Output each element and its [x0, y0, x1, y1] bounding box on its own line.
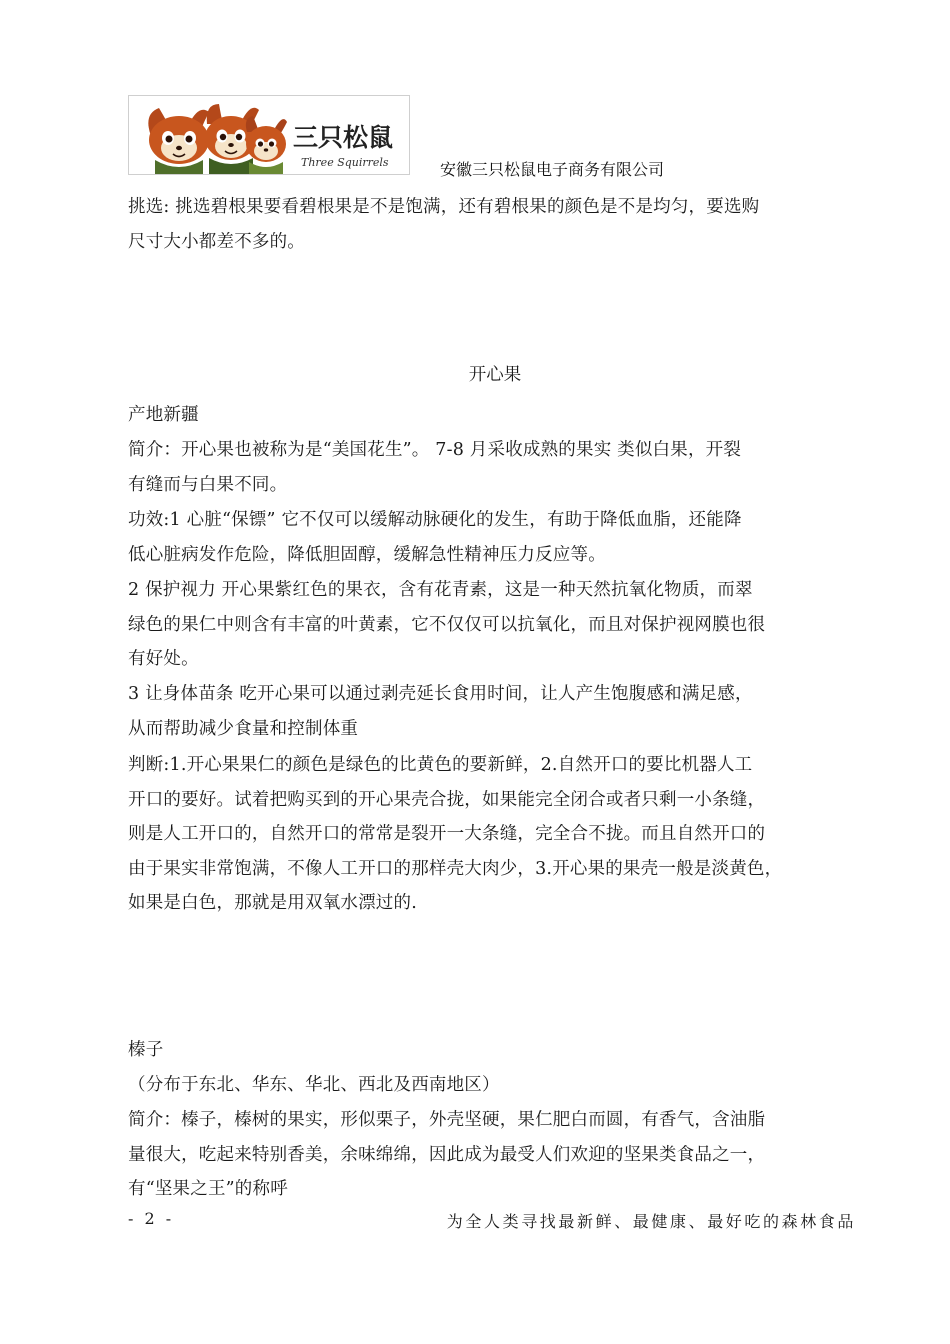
text-line: 尺寸大小都差不多的。	[128, 231, 305, 252]
text-line: 有“坚果之王”的称呼	[128, 1179, 288, 1199]
hazelnut-title	[128, 1033, 858, 1068]
text-line: 绿色的果仁中则含有丰富的叶黄素，它不仅仅可以抗氧化，而且对保护视网膜也很	[128, 614, 766, 635]
text-line: 从而帮助减少食量和控制体重	[128, 718, 359, 739]
text-line: 产地新疆	[128, 405, 199, 425]
hazelnut-intro	[128, 1103, 858, 1207]
text-line: 有好处。	[128, 649, 199, 669]
pistachio-effect-slim	[128, 677, 858, 746]
text-line: 榛子	[128, 1040, 164, 1060]
text-line: 开口的要好。试着把购买到的开心果壳合拢，如果能完全闭合或者只剩一小条缝，	[128, 789, 766, 810]
logo-text-en: Three Squirrels	[301, 156, 389, 169]
text-line: 简介：开心果也被称为是“美国花生”。 7-8 月采收成熟的果实 类似白果，开裂	[128, 440, 742, 460]
squirrel-logo-icon	[129, 96, 410, 175]
pistachio-effect-heart	[128, 503, 858, 572]
text-line: （分布于东北、华东、华北、西北及西南地区）	[128, 1075, 500, 1095]
brand-logo	[128, 95, 410, 175]
text-line: 3 让身体苗条 吃开心果可以通过剥壳延长食用时间，让人产生饱腹感和满足感，	[128, 684, 753, 704]
text-line: 由于果实非常饱满，不像人工开口的那样壳大肉少，3.开心果的果壳一般是淡黄色，	[128, 858, 783, 879]
pistachio-effect-vision	[128, 573, 858, 677]
text-line: 功效:1 心脏“保镖” 它不仅可以缓解动脉硬化的发生，有助于降低血脂，还能降	[128, 510, 742, 530]
pistachio-judgement	[128, 748, 858, 921]
text-line: 有缝而与白果不同。	[128, 474, 288, 495]
footer-slogan: 为全人类寻找最新鲜、最健康、最好吃的森林食品	[446, 1212, 856, 1231]
page-number: - 2 -	[128, 1209, 175, 1228]
pistachio-origin	[128, 398, 858, 433]
pistachio-title: 开心果	[468, 365, 522, 385]
pistachio-intro	[128, 433, 858, 502]
text-line: 低心脏病发作危险，降低胆固醇，缓解急性精神压力反应等。	[128, 544, 606, 565]
text-line: 简介：榛子，榛树的果实，形似栗子，外壳坚硬，果仁肥白而圆，有香气，含油脂	[128, 1110, 766, 1130]
text-line: 挑选: 挑选碧根果要看碧根果是不是饱满，还有碧根果的颜色是不是均匀，要选购	[128, 197, 760, 217]
hazelnut-distribution	[128, 1068, 858, 1103]
text-line: 如果是白色，那就是用双氧水漂过的.	[128, 893, 417, 913]
company-name: 安徽三只松鼠电子商务有限公司	[440, 160, 665, 179]
text-line: 量很大，吃起来特别香美，余味绵绵，因此成为最受人们欢迎的坚果类食品之一，	[128, 1144, 766, 1165]
logo-text-cn: 三只松鼠	[293, 123, 394, 152]
text-line: 则是人工开口的，自然开口的常常是裂开一大条缝，完全合不拢。而且自然开口的	[128, 824, 766, 844]
text-line: 2 保护视力 开心果紫红色的果衣，含有花青素，这是一种天然抗氧化物质，而翠	[128, 580, 753, 600]
text-line: 判断:1.开心果果仁的颜色是绿色的比黄色的要新鲜，2.自然开口的要比机器人工	[128, 755, 753, 775]
pecan-selection-paragraph	[128, 190, 858, 259]
